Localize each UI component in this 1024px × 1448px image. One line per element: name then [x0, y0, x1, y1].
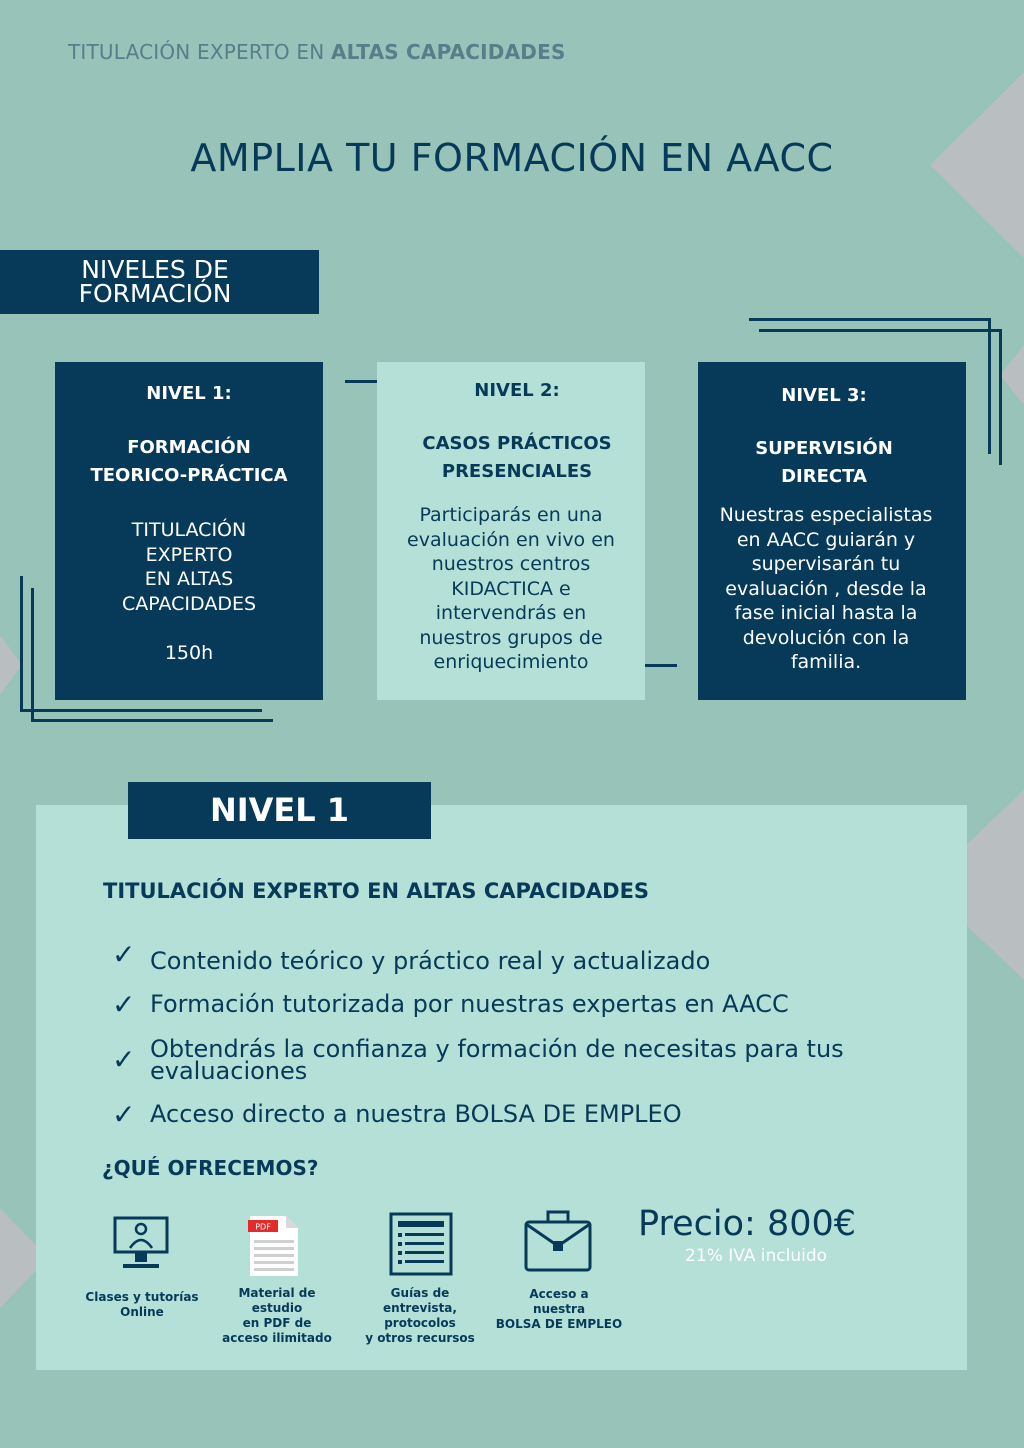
level-2-body-line: nuestros grupos de: [419, 626, 603, 649]
level-3-body-line: en AACC guiarán y: [736, 528, 916, 551]
levels-label-line-1: NIVELES DE: [81, 255, 229, 284]
level-3-subtitle-line: DIRECTA: [781, 466, 867, 487]
level-3-title: NIVEL 3:: [781, 385, 867, 406]
offer-label-line: en PDF de: [242, 1316, 312, 1330]
frame-line: [999, 329, 1002, 465]
decor-triangle-left: [0, 635, 22, 695]
offer-label-line: acceso ilimitado: [222, 1331, 332, 1345]
offer-label-line: nuestra: [532, 1302, 586, 1316]
level-3-body-line: familia.: [790, 651, 862, 673]
level-3-body-line: fase inicial hasta la: [734, 602, 918, 624]
offer-label-line: Guías de: [390, 1286, 450, 1300]
check-icon: ✓: [112, 1098, 136, 1131]
offer-label-line: Online: [120, 1305, 164, 1319]
level-3-subtitle: [698, 435, 950, 491]
level-2-body-line: nuestros centros: [431, 553, 591, 575]
level-2-body-line: Participarás en una: [419, 504, 603, 526]
decor-triangle-top-right: [930, 72, 1024, 258]
frame-line: [20, 709, 262, 712]
header-kicker: [68, 40, 566, 64]
level-card-2: [377, 362, 645, 700]
price: Precio: 800€: [638, 1204, 857, 1244]
offer-label-line: entrevista,: [383, 1301, 457, 1315]
pdf-badge: PDF: [255, 1222, 271, 1232]
level-1-subtitle-line: FORMACIÓN: [127, 437, 251, 458]
level-1-body-line: TITULACIÓN: [131, 519, 247, 541]
benefit-item-continuation: evaluaciones: [150, 1057, 308, 1085]
level-1-subtitle-line: TEORICO-PRÁCTICA: [90, 465, 288, 486]
guide-list-icon: [389, 1212, 453, 1280]
benefit-item: Acceso directo a nuestra BOLSA DE EMPLEO: [150, 1100, 682, 1128]
level-2-subtitle-line: PRESENCIALES: [441, 461, 593, 482]
level-1-title: NIVEL 1:: [146, 383, 232, 404]
level-3-body-line: evaluación , desde la: [725, 577, 927, 600]
frame-line: [749, 318, 991, 321]
level-3-body-line: devolución con la: [742, 626, 910, 649]
offer-label-pdf: [212, 1286, 342, 1346]
offer-label-line: Clases y tutorías: [85, 1290, 199, 1304]
offer-label-line: Material de: [238, 1286, 316, 1300]
computer-user-icon: [113, 1216, 171, 1278]
frame-line: [20, 576, 23, 712]
levels-section-label: [0, 250, 319, 314]
level-2-body-line: enriquecimiento: [433, 651, 589, 673]
level-2-body-line: intervendrás en: [435, 602, 587, 624]
levels-label-line-2: FORMACIÓN: [78, 279, 232, 308]
decor-triangle-mid-right: [1000, 345, 1024, 405]
level-1-body-line: CAPACIDADES: [121, 592, 257, 615]
check-icon: ✓: [112, 988, 136, 1021]
level-3-subtitle-line: SUPERVISIÓN: [755, 438, 893, 459]
briefcase-icon: [524, 1210, 592, 1278]
offer-title: ¿QUÉ OFRECEMOS?: [102, 1156, 319, 1180]
header-kicker-prefix: TITULACIÓN EXPERTO EN: [68, 40, 331, 64]
page-title: AMPLIA TU FORMACIÓN EN AACC: [190, 136, 834, 180]
header-kicker-emphasis: ALTAS CAPACIDADES: [330, 40, 566, 64]
offer-label-line: y otros recursos: [365, 1331, 475, 1345]
offer-label-jobs: [492, 1287, 626, 1332]
level-card-3: [698, 362, 966, 700]
frame-line: [31, 588, 34, 722]
price-note: 21% IVA incluido: [685, 1246, 828, 1266]
offer-label-line: protocolos: [384, 1316, 456, 1330]
nivel1-title: TITULACIÓN EXPERTO EN ALTAS CAPACIDADES: [103, 879, 650, 903]
level-2-body: [377, 503, 645, 675]
frame-line: [31, 719, 273, 722]
level-3-body-line: supervisarán tu: [751, 553, 901, 575]
offer-label-guides: [360, 1286, 480, 1346]
benefit-item: Contenido teórico y práctico real y actualizado: [150, 947, 711, 975]
level-1-hours: 150h: [164, 642, 214, 664]
check-icon: ✓: [112, 938, 136, 971]
benefit-item: Formación tutorizada por nuestras expertas en AACC: [150, 990, 789, 1018]
offer-label-line: estudio: [251, 1301, 303, 1315]
level-1-body: [55, 518, 323, 616]
frame-line: [988, 318, 991, 454]
level-2-body-line: evaluación en vivo en: [407, 528, 615, 551]
level-1-subtitle: [55, 434, 323, 490]
level-3-body: [698, 503, 954, 675]
level-2-title: NIVEL 2:: [474, 380, 560, 401]
benefit-item: Obtendrás la confianza y formación de necesitas para tus: [150, 1035, 844, 1063]
pdf-document-icon: [248, 1214, 300, 1282]
offer-label-line: BOLSA DE EMPLEO: [495, 1317, 623, 1331]
nivel1-tab: NIVEL 1: [128, 782, 431, 839]
level-1-body-line: EXPERTO: [145, 543, 233, 566]
level-2-body-line: KIDACTICA e: [451, 577, 571, 600]
level-2-subtitle: [377, 430, 657, 486]
level-3-body-line: Nuestras especialistas: [719, 504, 933, 526]
frame-line: [759, 329, 1002, 332]
check-icon: ✓: [112, 1043, 136, 1076]
level-2-subtitle-line: CASOS PRÁCTICOS: [422, 433, 612, 454]
offer-label-line: Acceso a: [529, 1287, 589, 1301]
level-1-body-line: EN ALTAS: [144, 568, 234, 590]
level-card-1: [55, 362, 323, 700]
offer-label-online: [82, 1290, 202, 1320]
